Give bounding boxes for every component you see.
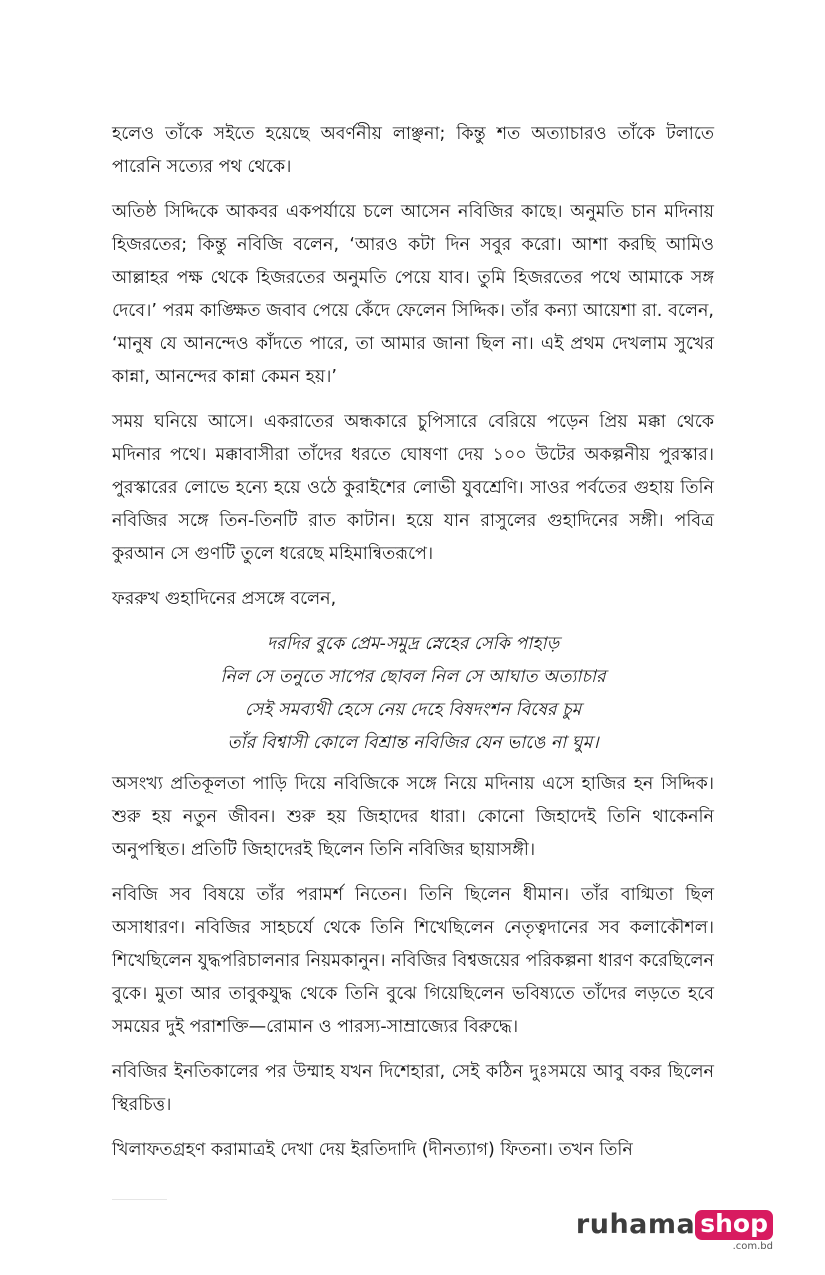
poem-line-2: নিল সে তনুতে সাপের ছোবল নিল সে আঘাত অত্যাচার (220, 667, 606, 687)
ruhamashop-logo (576, 1210, 773, 1253)
logo-ruhama-text: ruhama (575, 1209, 696, 1240)
paragraph-7: নবিজির ইনতিকালের পর উম্মাহ যখন দিশেহারা, সেই কঠিন দুঃসময়ে আবু বকর ছিলেন স্থিরচিত্ত। (112, 1062, 714, 1115)
footer-divider (112, 1199, 167, 1200)
logo-shop-badge: shop (695, 1210, 773, 1240)
paragraph-4: ফররুখ গুহাদিনের প্রসঙ্গে বলেন, (112, 589, 337, 609)
poem-line-4: তাঁর বিশ্বাসী কোলে বিশ্রান্ত নবিজির যেন ভাঙে না ঘুম। (227, 733, 599, 753)
logo-domain-text: .com.bd (732, 1241, 773, 1252)
paragraph-3: সময় ঘনিয়ে আসে। একরাতের অন্ধকারে চুপিসারে বেরিয়ে পড়েন প্রিয় মক্কা থেকে মদিনার পথে। মক্কাবাসীরা তাঁদের ধরতে ঘোষণা দেয় ১০০ উটের অকল্পনীয় পুরস্কার। পুরস্কারের লোভে হন্যে হয়ে ওঠে কুরাইশের লোভী যুবশ্রেণি। সাওর পর্বতের গুহায় তিনি নবিজির সঙ্গে তিন-তিনটি রাত কাটান। হয়ে যান রাসুলের গুহাদিনের সঙ্গী। পবিত্র কুরআন সে গুণটি তুলে ধরেছে মহিমান্বিতরূপে। (112, 412, 714, 564)
paragraph-5: অসংখ্য প্রতিকূলতা পাড়ি দিয়ে নবিজিকে সঙ্গে নিয়ে মদিনায় এসে হাজির হন সিদ্দিক। শুরু হয় নতুন জীবন। শুরু হয় জিহাদের ধারা। কোনো জিহাদেই তিনি থাকেননি অনুপস্থিত। প্রতিটি জিহাদেরই ছিলেন তিনি নবিজির ছায়াসঙ্গী। (112, 774, 714, 860)
poem-block (112, 628, 714, 760)
paragraph-6: নবিজি সব বিষয়ে তাঁর পরামর্শ নিতেন। তিনি ছিলেন ধীমান। তাঁর বাগ্মিতা ছিল অসাধারণ। নবিজির সাহচর্যে থেকে তিনি শিখেছিলেন নেতৃত্বদানের সব কলাকৌশল। শিখেছিলেন যুদ্ধপরিচালনার নিয়মকানুন। নবিজির বিশ্বজয়ের পরিকল্পনা ধারণ করেছিলেন বুকে। মুতা আর তাবুকযুদ্ধ থেকে তিনি বুঝে গিয়েছিলেন ভবিষ্যতে তাঁদের লড়তে হবে সময়ের দুই পরাশক্তি—রোমান ও পারস্য-সাম্রাজ্যের বিরুদ্ধে। (112, 885, 714, 1037)
poem-line-3: সেই সমব্যথী হেসে নেয় দেহে বিষদংশন বিষের চুম (244, 700, 582, 720)
paragraph-8: খিলাফতগ্রহণ করামাত্রই দেখা দেয় ইরতিদাদি (দীনত্যাগ) ফিতনা। তখন তিনি (112, 1140, 633, 1160)
paragraph-1: হলেও তাঁকে সইতে হয়েছে অবর্ণনীয় লাঞ্ছনা; কিন্তু শত অত্যাচারও তাঁকে টলাতে পারেনি সত্যের পথ থেকে। (112, 124, 714, 177)
logo-shop-group (695, 1210, 773, 1253)
poem-line-1: দরদির বুকে প্রেম-সমুদ্র স্নেহের সেকি পাহাড় (266, 634, 560, 654)
paragraph-2: অতিষ্ঠ সিদ্দিকে আকবর একপর্যায়ে চলে আসেন নবিজির কাছে। অনুমতি চান মদিনায় হিজরতের; কিন্তু নবিজি বলেন, ‘আরও কটা দিন সবুর করো। আশা করছি আমিও আল্লাহর পক্ষ থেকে হিজরতের অনুমতি পেয়ে যাব। তুমি হিজরতের পথে আমাকে সঙ্গ দেবে।’ পরম কাঙ্ক্ষিত জবাব পেয়ে কেঁদে ফেলেন সিদ্দিক। তাঁর কন্যা আয়েশা রা. বলেন, ‘মানুষ যে আনন্দেও কাঁদতে পারে, তা আমার জানা ছিল না। এই প্রথম দেখলাম সুখের কান্না, আনন্দের কান্না কেমন হয়।’ (112, 202, 714, 387)
page-body (112, 118, 714, 1179)
